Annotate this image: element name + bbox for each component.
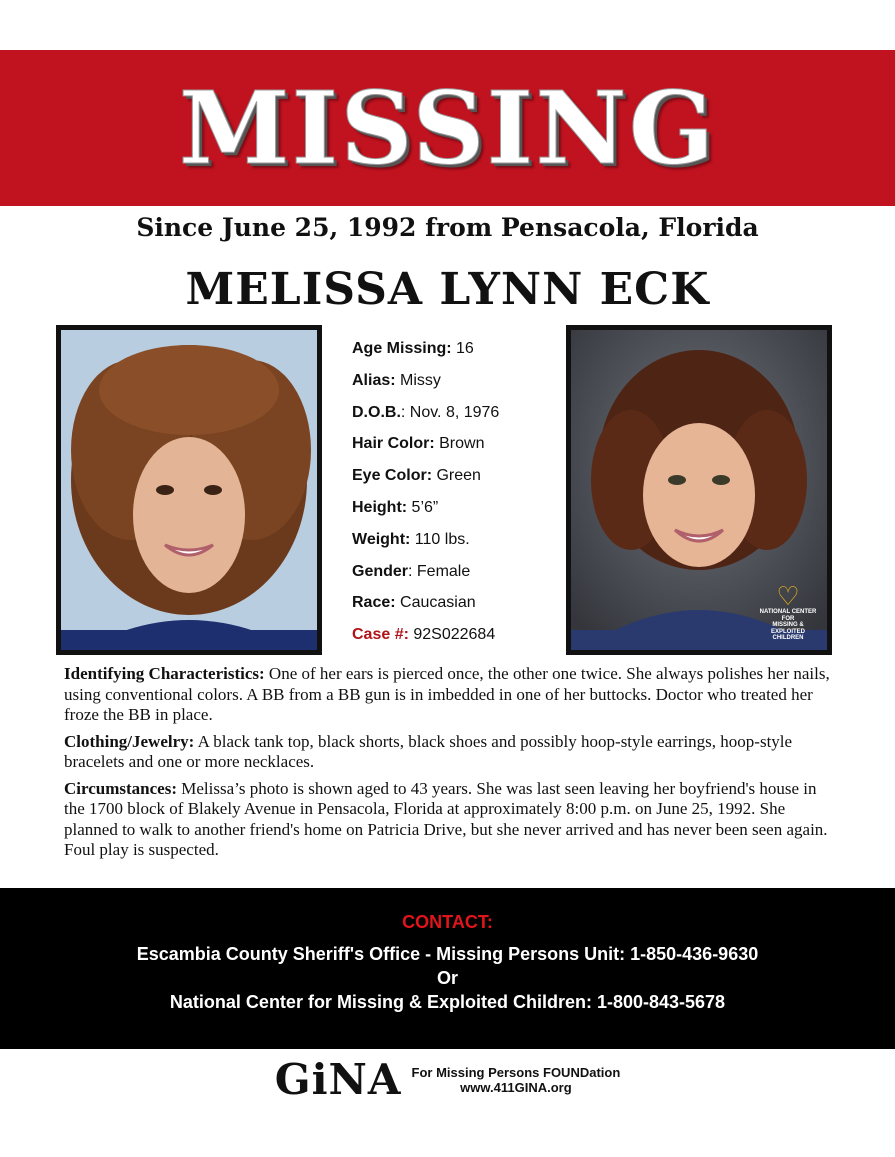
contact-title: CONTACT: <box>402 912 493 932</box>
fact-weight: Weight: 110 lbs. <box>352 530 470 548</box>
details-section <box>64 664 834 867</box>
footer-tagline: For Missing Persons FOUNDation <box>411 1065 621 1080</box>
footer <box>0 1055 895 1105</box>
fact-case-number: Case #: 92S022684 <box>352 626 496 644</box>
person-name: MELISSA LYNN ECK <box>185 264 710 315</box>
missing-banner <box>0 50 895 206</box>
clothing-jewelry: Clothing/Jewelry: A black tank top, black shorts, black shoes and possibly hoop-style earrings, hoop-style bracelets and one or more necklaces. <box>64 731 793 771</box>
gina-logo: GiNA <box>274 1055 402 1104</box>
footer-url[interactable]: www.411GINA.org <box>460 1080 572 1095</box>
fact-age-missing: Age Missing: 16 <box>352 340 474 357</box>
identifying-characteristics: Identifying Characteristics: One of her ears is pierced once, the other one twice. She always polishes her nails, using conventional colors. A BB from a BB gun is in imbedded in one of her buttocks. Doctor who treated her froze the BB in place. <box>64 664 830 724</box>
contact-or: Or <box>436 968 458 988</box>
fact-race: Race: Caucasian <box>352 594 476 612</box>
fact-gender: Gender: Female <box>352 562 471 580</box>
ncmec-logo: ♡ NATIONAL CENTER FOR MISSING & EXPLOITED CHILDREN <box>757 583 819 642</box>
original-photo <box>56 325 322 655</box>
missing-since: Since June 25, 1992 from Pensacola, Florida <box>136 213 759 242</box>
original-photo-illustration <box>61 330 317 650</box>
fact-eye-color: Eye Color: Green <box>352 467 481 485</box>
facts-list <box>352 336 552 654</box>
fact-height: Height: 5’6” <box>352 498 439 516</box>
fact-dob: D.O.B.: Nov. 8, 1976 <box>352 403 500 421</box>
fact-hair-color: Hair Color: Brown <box>352 435 485 453</box>
heart-children-icon: ♡ <box>776 581 800 612</box>
banner-title: MISSING <box>178 69 717 187</box>
footer-text <box>412 1065 621 1095</box>
contact-sheriff: Escambia County Sheriff's Office - Missing Persons Unit: 1-850-436-9630 <box>136 944 759 964</box>
fact-alias: Alias: Missy <box>352 371 441 389</box>
age-progressed-photo <box>566 325 832 655</box>
contact-ncmec: National Center for Missing & Exploited Children: 1-800-843-5678 <box>169 992 726 1012</box>
contact-section <box>0 888 895 1049</box>
circumstances: Circumstances: Melissa’s photo is shown aged to 43 years. She was last seen leaving her boyfriend's house in the 1700 block of Blakely Avenue in Pensacola, Florida at approximately 8:00 p.m. on June 25, 1992. She planned to walk to another friend's home on Patricia Drive, but she never arrived and has never been seen again. Foul play is suspected. <box>64 778 828 859</box>
